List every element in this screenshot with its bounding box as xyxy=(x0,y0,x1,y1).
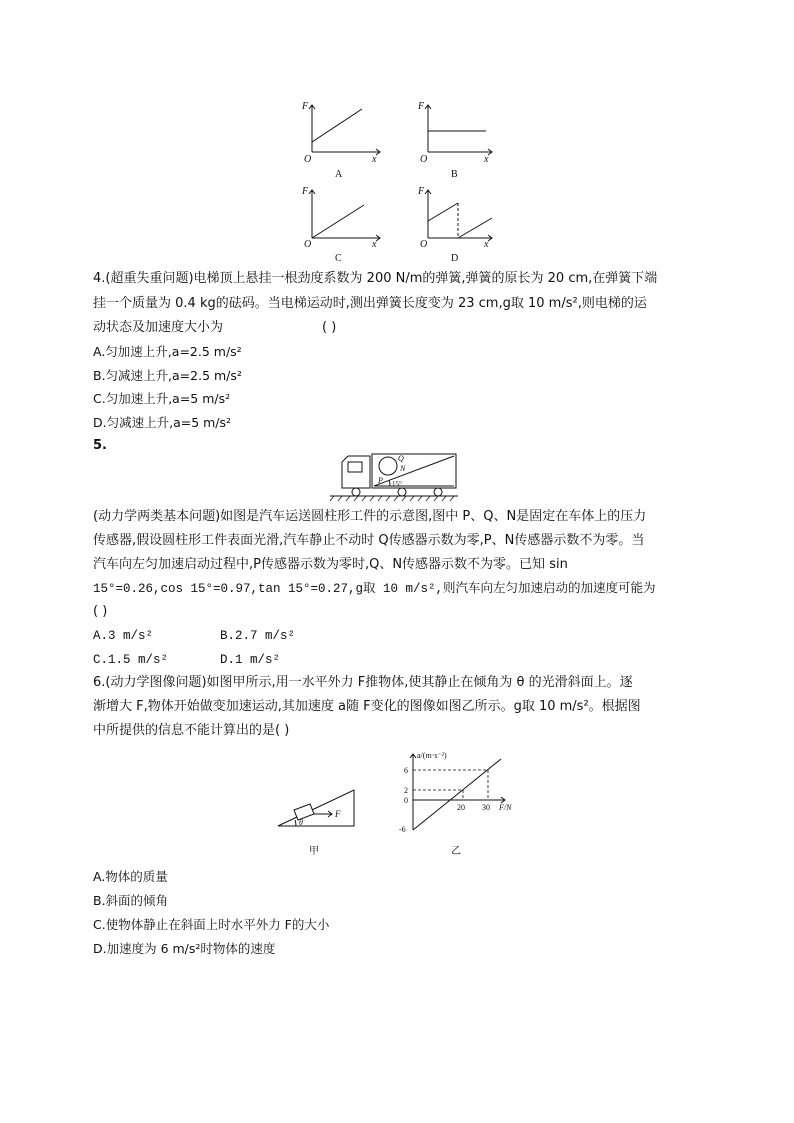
q4-option-a: A.匀加速上升,a=2.5 m/s² xyxy=(93,344,242,359)
q6-option-b: B.斜面的倾角 xyxy=(93,893,169,908)
graph-b-x-label: x xyxy=(484,154,489,165)
graph-d-x-label: x xyxy=(484,239,489,250)
graph-c-y-label: F xyxy=(302,186,309,197)
incline-figure xyxy=(274,780,364,862)
q6-option-c: C.使物体静止在斜面上时水平外力 F的大小 xyxy=(93,917,330,932)
q5-option-d: D.1 m/s² xyxy=(220,653,281,667)
q5-option-c: C.1.5 m/s² xyxy=(93,653,169,667)
q4-option-b: B.匀减速上升,a=2.5 m/s² xyxy=(93,368,242,383)
figure-yi-caption: 乙 xyxy=(451,846,461,857)
q6-option-a: A.物体的质量 xyxy=(93,869,168,884)
force-graphs-figure xyxy=(290,95,500,280)
graph-c-caption: C xyxy=(335,253,342,264)
graph-c-x-label: x xyxy=(372,239,377,250)
graph-a-y-label: F xyxy=(302,101,309,112)
x-tick-20: 20 xyxy=(457,803,465,812)
q5-answer-blank: ( ) xyxy=(93,604,108,619)
q4-stem-line-1: 4.(超重失重问题)电梯顶上悬挂一根劲度系数为 200 N/m的弹簧,弹簧的原长为 20 cm,在弹簧下端 xyxy=(93,271,658,286)
incline-force-label: F xyxy=(335,809,341,819)
q5-option-a: A.3 m/s² xyxy=(93,629,154,643)
graph-d-origin: O xyxy=(420,239,428,250)
y-tick-0: 0 xyxy=(404,796,408,805)
graph-c xyxy=(309,190,380,241)
graph-b-caption: B xyxy=(451,169,458,180)
q4-option-c: C.匀加速上升,a=5 m/s² xyxy=(93,391,231,406)
graph-a-origin: O xyxy=(304,154,312,165)
acceleration-force-graph xyxy=(393,748,523,862)
y-tick-neg6: -6 xyxy=(399,825,406,834)
truck-label-p: P xyxy=(378,476,383,485)
graph-d xyxy=(425,190,492,241)
q4-answer-blank: ( ) xyxy=(322,320,337,335)
y-tick-6: 6 xyxy=(404,766,408,775)
q6-stem-line-2: 渐增大 F,物体开始做变加速运动,其加速度 a随 F变化的图像如图乙所示。g取 10 m/s²。根据图 xyxy=(93,699,641,714)
q4-stem-line-2: 挂一个质量为 0.4 kg的砝码。当电梯运动时,测出弹簧长度变为 23 cm,g取 10 m/s²,则电梯的运 xyxy=(93,296,647,311)
graph-y-axis-label: a/(m·s⁻²) xyxy=(417,751,447,760)
graph-a-caption: A xyxy=(335,169,343,180)
truck-angle-label: 15° xyxy=(392,480,402,488)
q4-stem-line-3: 动状态及加速度大小为 xyxy=(93,320,224,335)
q5-stem-line-4: 15°=0.26,cos 15°=0.97,tan 15°=0.27,g取 10 m/s²,则汽车向左匀加速启动的加速度可能为 xyxy=(93,582,656,596)
graph-b xyxy=(425,105,492,155)
graph-a xyxy=(309,105,380,155)
q6-stem-line-3: 中所提供的信息不能计算出的是( ) xyxy=(93,723,290,738)
graph-d-caption: D xyxy=(451,253,459,264)
x-tick-30: 30 xyxy=(482,803,490,812)
graph-x-axis-label: F/N xyxy=(499,803,512,812)
graph-c-origin: O xyxy=(304,239,312,250)
graph-b-y-label: F xyxy=(418,101,425,112)
truck-label-n: N xyxy=(400,464,406,473)
figure-jia-caption: 甲 xyxy=(309,846,319,857)
graph-b-origin: O xyxy=(420,154,428,165)
q5-stem-line-3: 汽车向左匀加速启动过程中,P传感器示数为零时,Q、N传感器示数不为零。已知 sin xyxy=(93,557,568,572)
truck-label-q: Q xyxy=(398,454,404,463)
graph-d-y-label: F xyxy=(418,186,425,197)
q6-stem-line-1: 6.(动力学图像问题)如图甲所示,用一水平外力 F推物体,使其静止在倾角为 θ 的光滑斜面上。逐 xyxy=(93,675,633,690)
q6-option-d: D.加速度为 6 m/s²时物体的速度 xyxy=(93,941,276,956)
y-tick-2: 2 xyxy=(404,786,408,795)
q5-stem-line-1: (动力学两类基本问题)如图是汽车运送圆柱形工件的示意图,图中 P、Q、N是固定在车体上的压力 xyxy=(93,509,647,524)
graph-a-x-label: x xyxy=(372,154,377,165)
q5-option-b: B.2.7 m/s² xyxy=(220,629,296,643)
q5-stem-line-2: 传感器,假设圆柱形工件表面光滑,汽车静止不动时 Q传感器示数为零,P、N传感器示数不为零。当 xyxy=(93,533,645,548)
q5-number: 5. xyxy=(93,438,107,453)
truck-figure xyxy=(328,450,463,506)
incline-angle-label: θ xyxy=(299,818,303,827)
q4-option-d: D.匀减速上升,a=5 m/s² xyxy=(93,415,232,430)
